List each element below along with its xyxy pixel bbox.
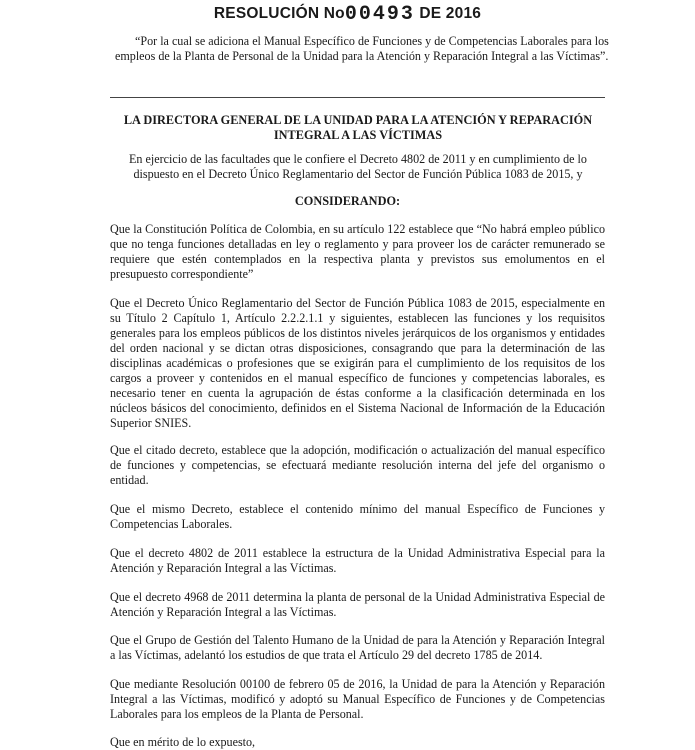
considering-paragraph: Que el Grupo de Gestión del Talento Humano de la Unidad de para la Atención y Reparación Integral a las Víctimas, adelantó los estudios de que trata el Artículo 29 del decreto 1785 de 2014. <box>110 633 605 662</box>
considering-paragraph: Que mediante Resolución 00100 de febrero 05 de 2016, la Unidad de para la Atención y Reparación Integral a las Víctimas, modificó y adoptó su Manual Específico de Funciones y de Competencias Laborales para los empleos de la Planta de Personal. <box>110 677 605 721</box>
considering-paragraph: Que el decreto 4968 de 2011 determina la planta de personal de la Unidad Administrativa Especial de Atención y Reparación Integral a las Víctimas. <box>110 590 605 619</box>
divider-line <box>110 97 605 98</box>
considering-paragraph: Que el citado decreto, establece que la adopción, modificación o actualización del manual específico de funciones y competencias, se efectuará mediante resolución interna del jefe del organismo o entidad. <box>110 443 605 487</box>
resolution-prefix: RESOLUCIÓN No <box>213 5 345 22</box>
resolution-number: 00493 <box>344 3 415 26</box>
resolution-header <box>0 2 695 25</box>
resolution-year: DE 2016 <box>419 5 482 22</box>
considering-paragraph: Que el decreto 4802 de 2011 establece la estructura de la Unidad Administrativa Especial para la Atención y Reparación Integral a las Víctimas. <box>110 546 605 575</box>
resolution-subtitle: “Por la cual se adiciona el Manual Específico de Funciones y de Competencias Laborales para los empleos de la Planta de Personal de la Unidad para la Atención y Reparación Integral a las Víctimas”. <box>115 34 609 63</box>
considering-paragraph: Que el Decreto Único Reglamentario del Sector de Función Pública 1083 de 2015, especialmente en su Título 2 Capítulo 1, Artículo 2.2.2.1.1 y siguientes, establecen las funciones y los requisitos generales para los empleos públicos de los distintos niveles jerárquicos de los organismos y entidades del orden nacional y se dictan otras disposiciones, consagrando que para la determinación de las disciplinas académicas o profesiones que se exigirán para el cumplimiento de los requisitos de los cargos a proveer y contenidos en el manual específico de funciones y competencias laborales, es necesario tener en cuenta la agrupación de éstas conforme a la clasificación determinada en los núcleos básicos del conocimiento, definidos en el Sistema Nacional de Información de la Educación Superior SNIES. <box>110 296 605 430</box>
considering-paragraph: Que la Constitución Política de Colombia, en su artículo 122 establece que “No habrá empleo público que no tenga funciones detalladas en ley o reglamento y para proveer los de carácter remunerado se requiere que estén contemplados en la respectiva planta y previstos sus emolumentos en el presupuesto correspondiente” <box>110 222 605 281</box>
considering-paragraph: Que el mismo Decreto, establece el contenido mínimo del manual Específico de Funciones y Competencias Laborales. <box>110 502 605 531</box>
considering-heading: CONSIDERANDO: <box>294 194 401 208</box>
closing-paragraph: Que en mérito de lo expuesto, <box>110 735 256 749</box>
document-title: LA DIRECTORA GENERAL DE LA UNIDAD PARA LA ATENCIÓN Y REPARACIÓN INTEGRAL A LAS VÍCTIMAS <box>123 113 593 142</box>
preamble: En ejercicio de las facultades que le confiere el Decreto 4802 de 2011 y en cumplimiento de lo dispuesto en el Decreto Único Reglamentario del Sector de Función Pública 1083 de 2015, y <box>129 152 587 181</box>
